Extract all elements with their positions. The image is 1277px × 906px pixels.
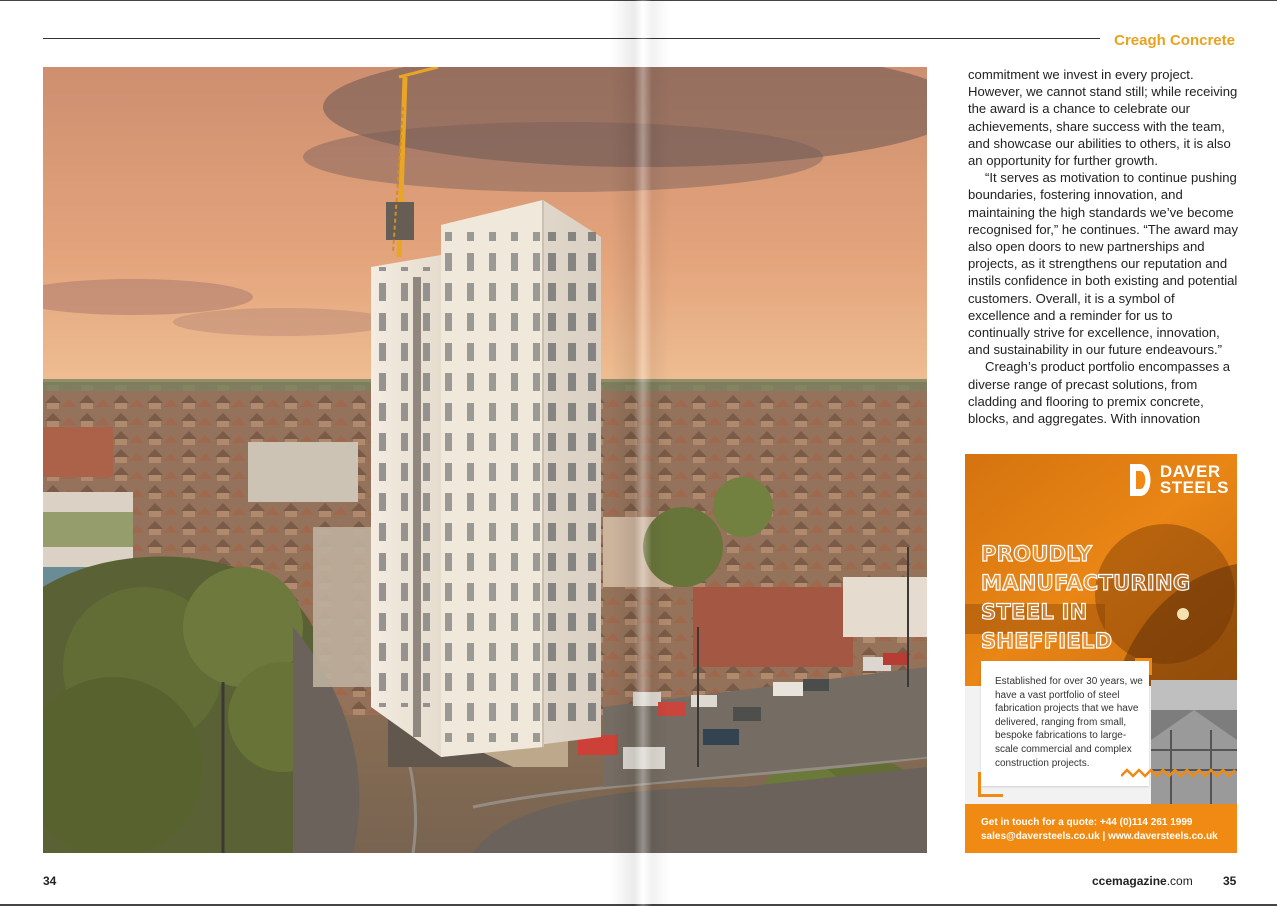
ad-bracket-decoration — [978, 772, 1003, 797]
zigzag-decoration-icon — [1121, 768, 1237, 780]
ad-headline-line: SHEFFIELD — [981, 629, 1113, 653]
ad-phone[interactable]: +44 (0)114 261 1999 — [1099, 817, 1193, 828]
ad-headline-line: STEEL IN — [981, 600, 1088, 624]
brand-line-1: DAVER — [1159, 462, 1221, 481]
page-number-left: 34 — [43, 874, 57, 888]
header-rule — [43, 38, 1100, 39]
site-name: ccemagazine — [1092, 874, 1167, 888]
ad-body-text: Established for over 30 years, we have a vast portfolio of steel fabrication projects that we have delivered, ranging from small, bespoke fabrications to large-scale commercial and complex construction projects. — [995, 676, 1143, 769]
article-paragraph: commitment we invest in every project. However, we cannot stand still; while receiving the award is a chance to celebrate our achievements, share success with the team, and showcase our abilities to others, it is also an opportunity for further growth. — [968, 67, 1238, 169]
ad-headline-line: PROUDLY — [981, 542, 1093, 566]
quote-label: Get in touch for a quote: — [981, 817, 1098, 828]
ad-factory-photo — [1151, 680, 1237, 804]
ad-bracket-decoration — [1135, 658, 1152, 675]
section-title: Creagh Concrete — [1114, 32, 1235, 49]
ad-contact-links[interactable]: sales@daversteels.co.uk | www.daversteels.co.uk — [981, 831, 1218, 842]
page-top-border — [0, 0, 1277, 1]
brand-line-2: STEELS — [1159, 478, 1229, 497]
ad-headline-line: MANUFACTURING — [981, 571, 1191, 595]
article-photo — [43, 67, 927, 853]
article-body — [968, 66, 1238, 427]
daver-steels-advert[interactable] — [965, 454, 1237, 853]
daver-steels-logo[interactable] — [1128, 462, 1229, 498]
page-number-right: 35 — [1223, 874, 1237, 888]
daver-d-mark-icon — [1128, 462, 1156, 498]
magazine-site[interactable] — [1092, 874, 1193, 888]
tower-photo-illustration — [43, 67, 927, 853]
ad-contact-bar — [965, 804, 1237, 853]
article-paragraph: Creagh’s product portfolio encompasses a diverse range of precast solutions, from cladding and flooring to premix concrete, blocks, and aggregates. With innovation — [968, 359, 1231, 427]
site-domain: .com — [1166, 874, 1193, 888]
article-paragraph: “It serves as motivation to continue pushing boundaries, fostering innovation, and maintaining the high standards we’ve become recognised for,” he continues. “The award may also open doors to new partnerships and projects, as it strengthens our reputation and instils confidence in both existing and potential customers. Overall, it is a symbol of excellence and a reminder for us to continually strive for excellence, innovation, and sustainability in our future endeavours.” — [968, 170, 1239, 358]
ad-headline — [981, 540, 1237, 656]
